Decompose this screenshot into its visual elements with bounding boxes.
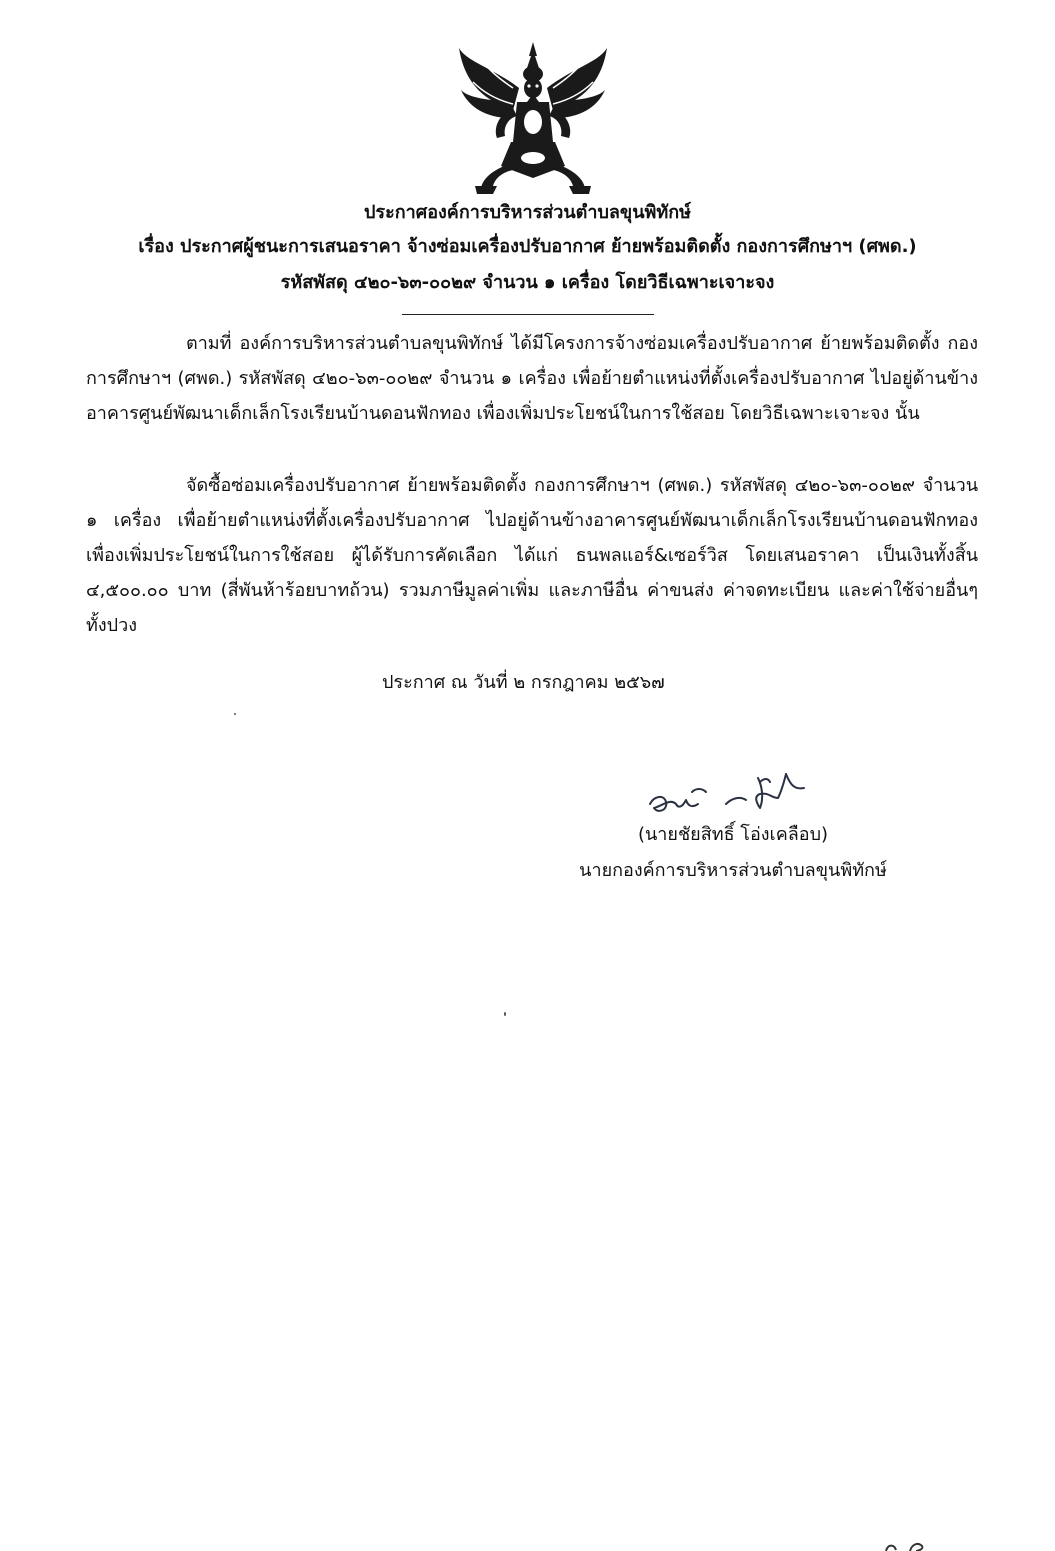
handwritten-signature-icon: [640, 768, 820, 820]
announcement-subject: เรื่อง ประกาศผู้ชนะการเสนอราคา จ้างซ่อมเครื่องปรับอากาศ ย้ายพร้อมติดตั้ง กองการศึกษาฯ (ศพด.): [138, 236, 917, 257]
scan-speck: [234, 713, 236, 715]
body-paragraph-1: ตามที่ องค์การบริหารส่วนตำบลขุนพิทักษ์ ได้มีโครงการจ้างซ่อมเครื่องปรับอากาศ ย้ายพร้อมติดตั้ง กองการศึกษาฯ (ศพด.) รหัสพัสดุ ๔๒๐-๖๓-๐๐๒๙ จำนวน ๑ เครื่อง เพื่อย้ายตำแหน่งที่ตั้งเครื่องปรับอากาศ ไปอยู่ด้านข้างอาคารศูนย์พัฒนาเด็กเล็กโรงเรียนบ้านดอนฟักทอง เพื่องเพิ่มประโยชน์ในการใช้สอย โดยวิธีเฉพาะเจาะจง นั้น: [86, 333, 978, 424]
garuda-emblem-icon: [453, 38, 613, 198]
heading-divider: [402, 314, 654, 315]
scan-speck: [504, 1012, 506, 1016]
signatory-position: นายกองค์การบริหารส่วนตำบลขุนพิทักษ์: [579, 860, 887, 881]
announcement-item-code: รหัสพัสดุ ๔๒๐-๖๓-๐๐๒๙ จำนวน ๑ เครื่อง โดยวิธีเฉพาะเจาะจง: [280, 272, 775, 293]
announcement-date: ประกาศ ณ วันที่ ๒ กรกฎาคม ๒๕๖๗: [382, 672, 665, 693]
announcement-title: ประกาศองค์การบริหารส่วนตำบลขุนพิทักษ์: [364, 202, 691, 223]
signatory-name: (นายชัยสิทธิ์ โอ่งเคลือบ): [637, 824, 829, 845]
body-paragraph-2: จัดซื้อซ่อมเครื่องปรับอากาศ ย้ายพร้อมติดตั้ง กองการศึกษาฯ (ศพด.) รหัสพัสดุ ๔๒๐-๖๓-๐๐๒๙ จำนวน ๑ เครื่อง เพื่อย้ายตำแหน่งที่ตั้งเครื่องปรับอากาศ ไปอยู่ด้านข้างอาคารศูนย์พัฒนาเด็กเล็กโรงเรียนบ้านดอนฟักทอง เพื่องเพิ่มประโยชน์ในการใช้สอย ผู้ได้รับการคัดเลือก ได้แก่ ธนพลแอร์&เซอร์วิส โดยเสนอราคา เป็นเงินทั้งสิ้น ๔,๕๐๐.๐๐ บาท (สี่พันห้าร้อยบาทถ้วน) รวมภาษีมูลค่าเพิ่ม และภาษีอื่น ค่าขนส่ง ค่าจดทะเบียน และค่าใช้จ่ายอื่นๆ ทั้งปวง: [86, 475, 978, 636]
page-number-fragment-icon: [880, 1538, 940, 1551]
